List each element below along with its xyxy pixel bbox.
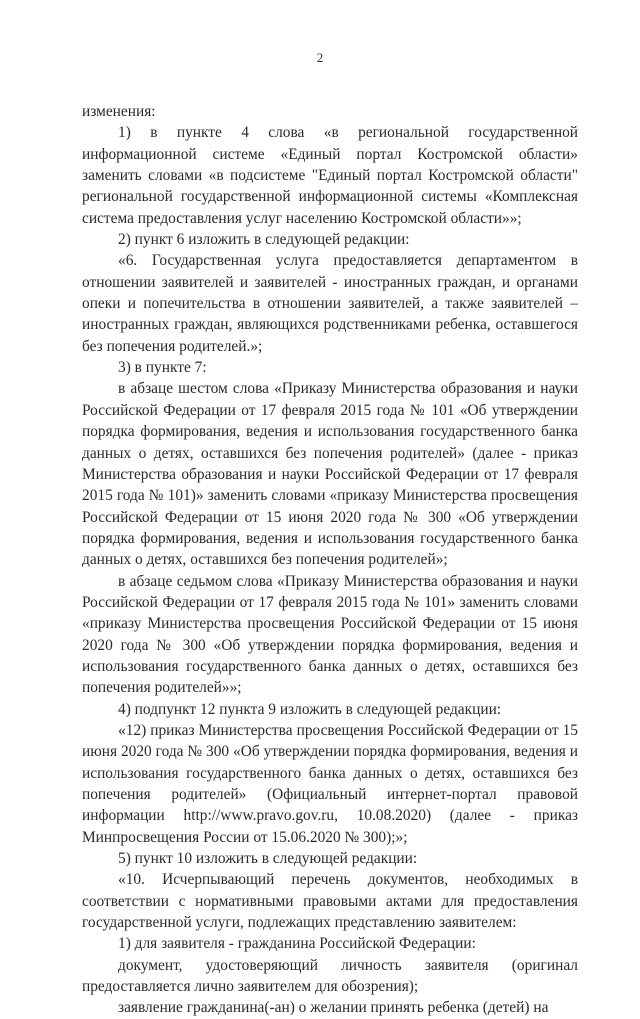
paragraph-5: 3) в пункте 7: [118, 359, 207, 377]
paragraph-13: документ, удостоверяющий личность заявителя (оригинал предоставляется лично заявителем для обозрения); [82, 956, 578, 996]
paragraph-11: «10. Исчерпывающий перечень документов, необходимых в соответствии с нормативными правовыми актами для предоставления государственной услуги, подлежащих представлению заявителем: [82, 871, 578, 932]
paragraph-10: 5) пункт 10 изложить в следующей редакции: [118, 850, 418, 868]
paragraph-3: 2) пункт 6 изложить в следующей редакции: [118, 231, 410, 249]
paragraph-1: изменения: [82, 103, 156, 120]
paragraph-7: в абзаце седьмом слова «Приказу Министерства образования и науки Российской Федерации от 17 февраля 2015 года № 101» заменить словами «приказу Министерства просвещения Российской Федерации от 15 июня 2020 года № 300 «Об утверждении порядка формирования, ведения и использования государственного банка данных о детях, оставшихся без попечения родителей»»; [82, 572, 578, 697]
paragraph-12: 1) для заявителя - гражданина Российской Федерации: [118, 935, 476, 953]
page-number: 2 [316, 50, 324, 65]
paragraph-6: в абзаце шестом слова «Приказу Министерства образования и науки Российской Федерации от 17 февраля 2015 года № 101 «Об утверждении порядка формирования, ведения и использования государственного банка данных о детях, оставшихся без попечения родителей» (далее - приказ Министерства образования и науки Российской Федерации от 17 февраля 2015 года № 101)» заменить словами «приказу Министерства просвещения Российской Федерации от 15 июня 2020 года № 300 «Об утверждении порядка формирования, ведения и использования государственного банка данных о детях, оставшихся без попечения родителей»; [82, 380, 578, 569]
paragraph-9: «12) приказ Министерства просвещения Российской Федерации от 15 июня 2020 года № 300 «Об утверждении порядка формирования, ведения и использования государственного банка данных о детях, оставшихся без попечения родителей» (Официальный интернет-портал правовой информации http://www.pravo.gov.ru, 10.08.2020) (далее - приказ Минпросвещения России от 15.06.2020 № 300);»; [82, 721, 578, 846]
paragraph-2: 1) в пункте 4 слова «в региональной государственной информационной системе «Единый портал Костромской области» заменить словами «в подсистеме "Единый портал Костромской области" региональной государственной информационной системы «Комплексная система предоставления услуг населению Костромской области»»; [82, 124, 578, 227]
paragraph-8: 4) подпункт 12 пункта 9 изложить в следующей редакции: [118, 700, 502, 718]
paragraph-4: «6. Государственная услуга предоставляется департаментом в отношении заявителей и заявителей - иностранных граждан, и органами опеки и попечительства в отношении заявителей, а также заявителей – иностранных граждан, являющихся родственниками ребенка, оставшегося без попечения родителей.»; [82, 252, 578, 355]
paragraph-14: заявление гражданина(-ан) о желании принять ребенка (детей) на [118, 999, 549, 1017]
document-body [82, 101, 578, 1019]
